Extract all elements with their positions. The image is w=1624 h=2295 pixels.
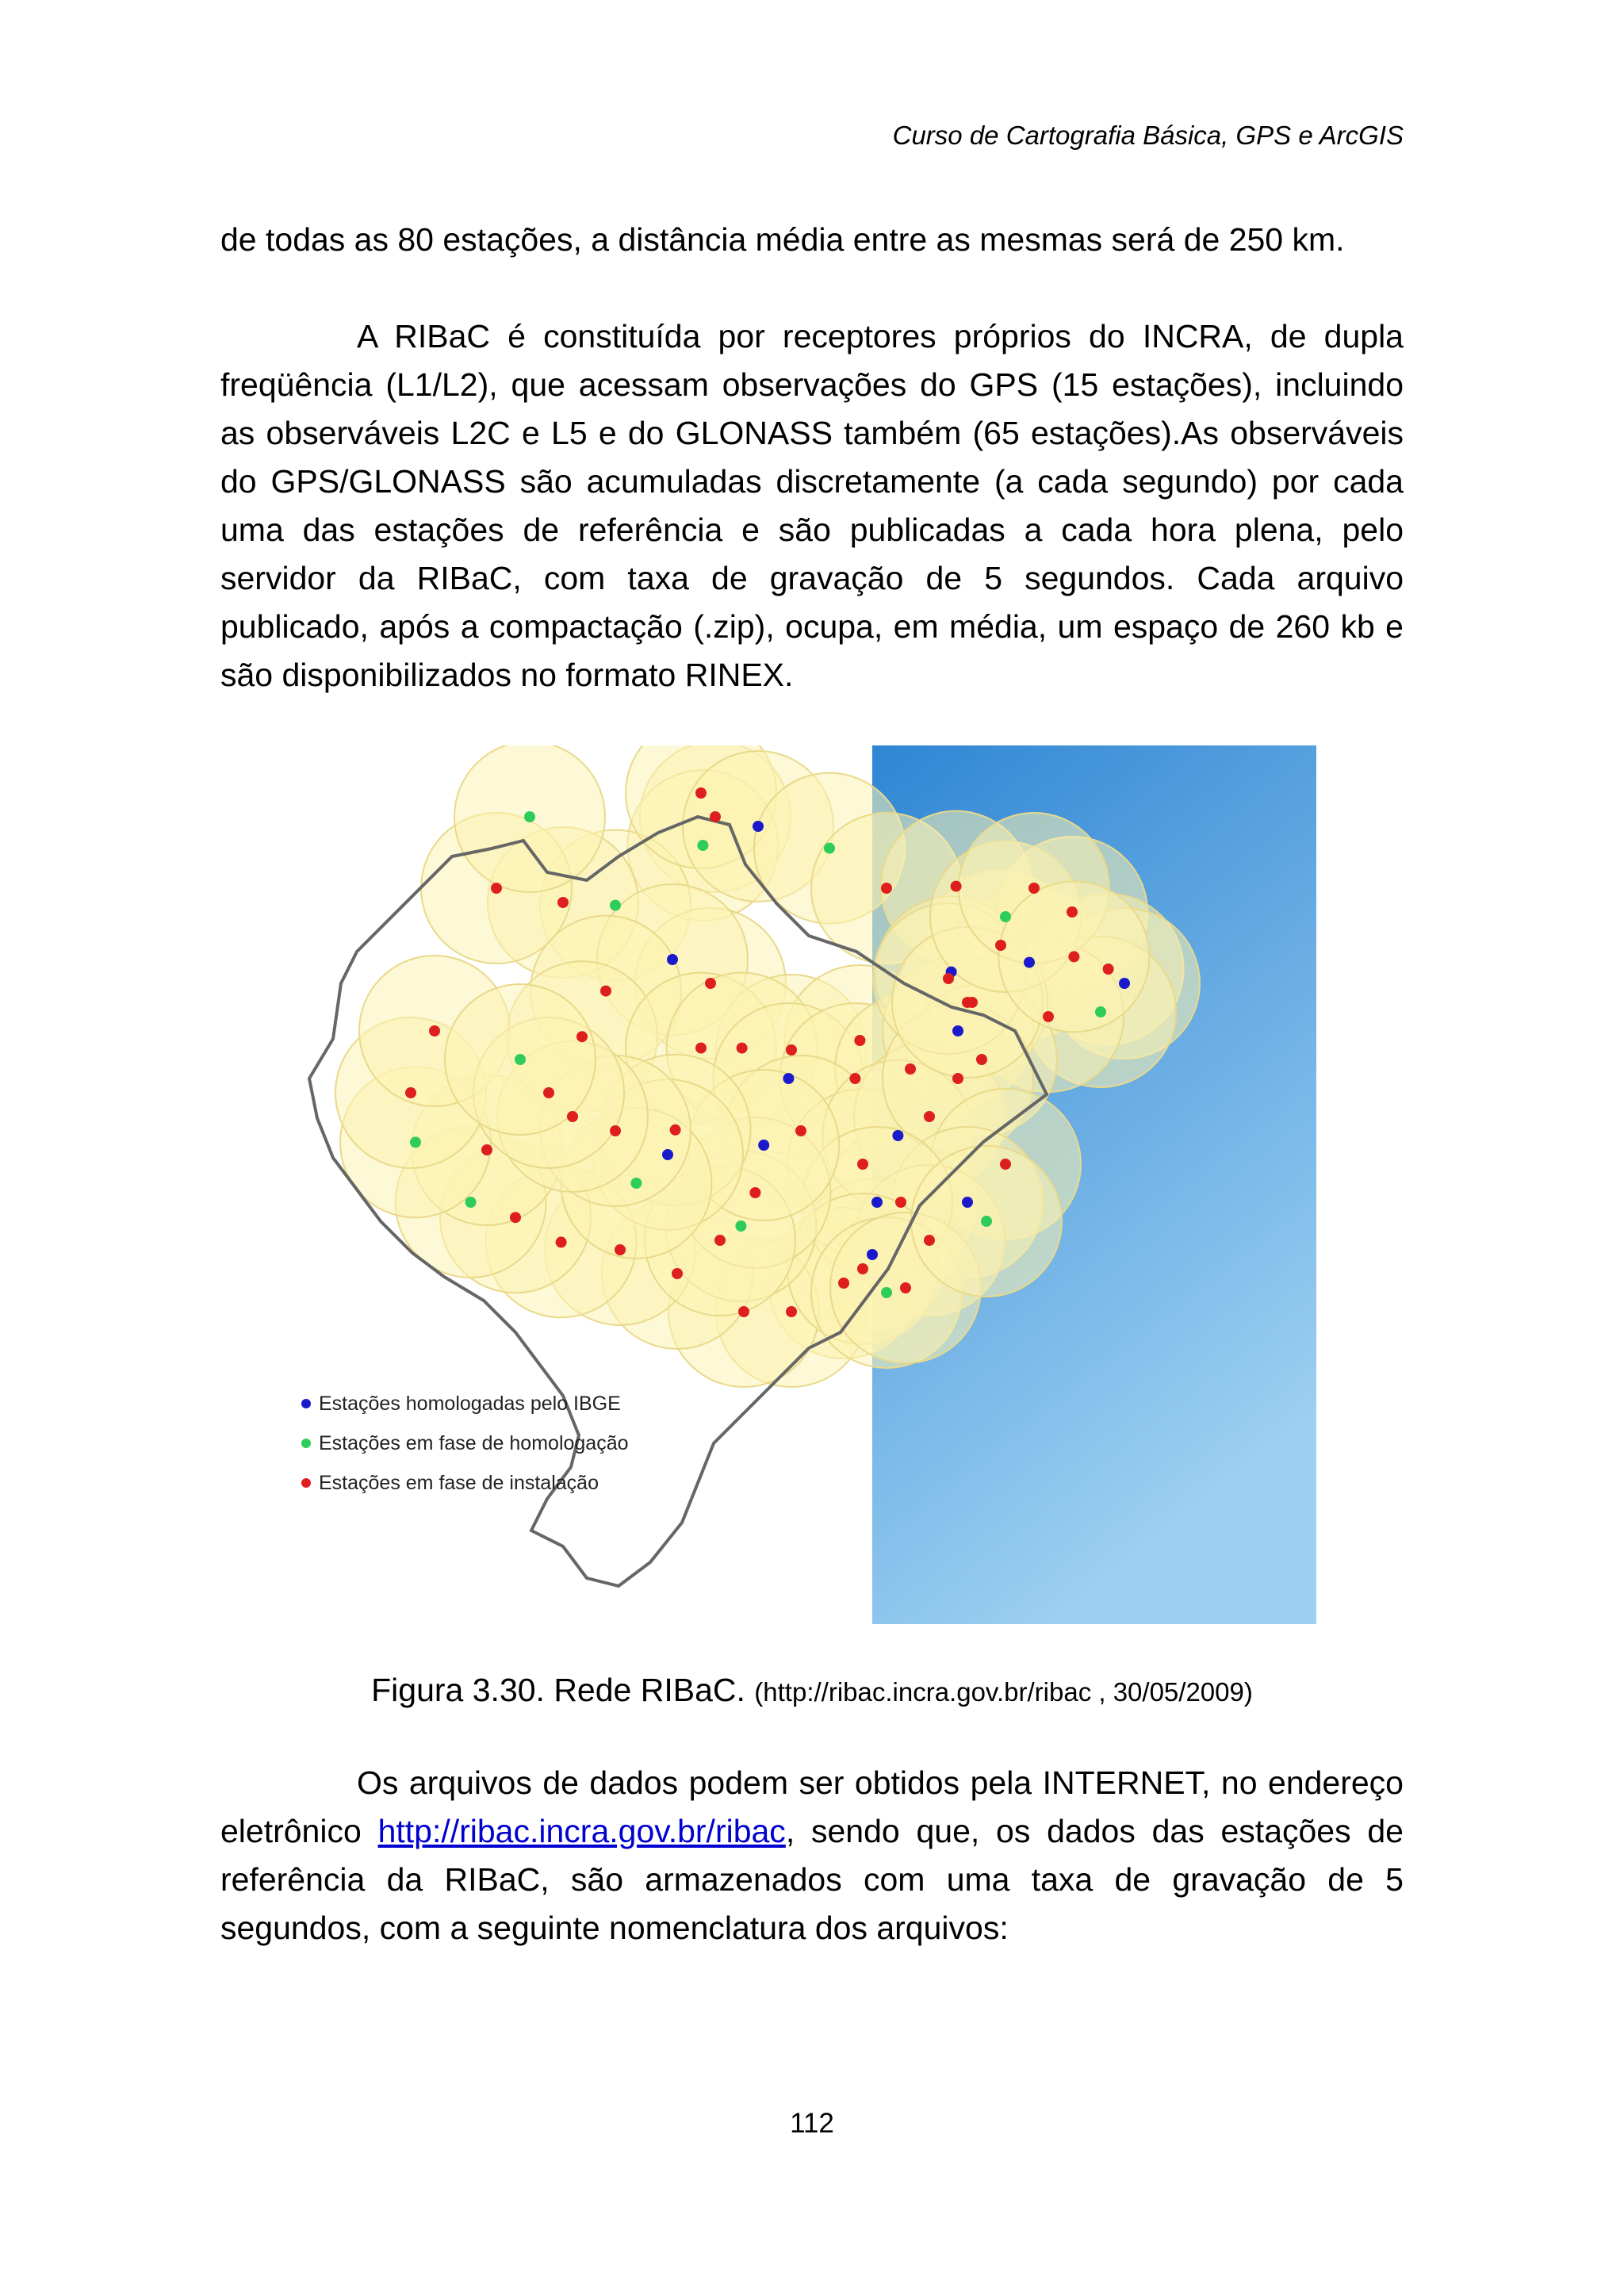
station-marker xyxy=(1119,978,1130,989)
station-marker xyxy=(481,1144,492,1155)
ribac-link[interactable]: http://ribac.incra.gov.br/ribac xyxy=(377,1813,786,1849)
station-marker xyxy=(697,840,708,851)
station-marker xyxy=(556,1236,567,1247)
station-marker xyxy=(838,1278,849,1289)
station-marker xyxy=(557,897,569,908)
station-marker xyxy=(465,1197,477,1208)
legend-label-homologated: Estações homologadas pelo IBGE xyxy=(319,1393,621,1415)
station-marker xyxy=(952,1073,963,1084)
station-marker xyxy=(758,1140,769,1151)
map-svg xyxy=(285,745,1316,1624)
station-marker xyxy=(892,1130,903,1141)
station-marker xyxy=(543,1087,554,1098)
legend-marker-homologated xyxy=(301,1399,311,1408)
caption-source: (http://ribac.incra.gov.br/ribac , 30/05/2009) xyxy=(754,1677,1253,1707)
station-marker xyxy=(429,1025,440,1036)
station-marker xyxy=(900,1282,911,1293)
running-header: Curso de Cartografia Básica, GPS e ArcGIS xyxy=(892,121,1404,150)
station-marker xyxy=(1095,1006,1106,1017)
station-marker xyxy=(630,1178,642,1189)
paragraph-data-access-text-1: Os arquivos de dados podem ser obtidos pela INTERNET, no endereço eletrônico xyxy=(220,1764,1404,1849)
station-marker xyxy=(515,1054,526,1065)
station-marker xyxy=(714,1235,726,1246)
station-marker xyxy=(510,1212,521,1223)
legend-marker-homologating xyxy=(301,1439,311,1448)
station-marker xyxy=(410,1136,421,1148)
paragraph-data-access xyxy=(220,1759,1404,1952)
station-marker xyxy=(610,900,621,911)
station-marker xyxy=(962,997,973,1008)
station-marker xyxy=(1067,906,1078,918)
station-marker xyxy=(405,1087,416,1098)
station-marker xyxy=(783,1073,794,1084)
station-marker xyxy=(786,1306,797,1317)
station-marker xyxy=(795,1125,806,1136)
paragraph-data-access-text-2: , sendo que, os dados das estações de referência da RIBaC, são armazenados com uma taxa de gravação de 5 segundos, com a seguinte nomenclatura dos arquivos: xyxy=(220,1813,1404,1946)
station-marker xyxy=(952,1025,963,1036)
legend-label-homologating: Estações em fase de homologação xyxy=(319,1432,629,1454)
station-marker xyxy=(610,1125,621,1136)
station-marker xyxy=(924,1111,935,1122)
station-marker xyxy=(667,954,678,965)
station-marker xyxy=(1043,1011,1054,1022)
station-marker xyxy=(905,1063,916,1075)
station-marker xyxy=(1024,957,1035,968)
station-marker xyxy=(951,881,962,892)
station-marker xyxy=(735,1220,746,1232)
station-marker xyxy=(615,1244,626,1255)
station-marker xyxy=(871,1197,883,1208)
station-marker xyxy=(600,986,611,997)
caption-main: Figura 3.30. Rede RIBaC. xyxy=(371,1672,745,1708)
station-marker xyxy=(976,1054,987,1065)
station-marker xyxy=(1068,951,1079,962)
station-marker xyxy=(738,1306,749,1317)
page-number: 112 xyxy=(790,2108,834,2139)
station-marker xyxy=(867,1249,878,1260)
paragraph-ribac-description: A RIBaC é constituída por receptores próprios do INCRA, de dupla freqüência (L1/L2), que acessam observações do GPS (15 estações), incluindo as observáveis L2C e L5 e do GLONASS também (65 estações).As observáveis do GPS/GLONASS são acumuladas discretamente (a cada segundo) por cada uma das estações de referência e são publicadas a cada hora plena, pelo servidor da RIBaC, com taxa de gravação de 5 segundos. Cada arquivo publicado, após a compactação (.zip), ocupa, em média, um espaço de 260 kb e são disponibilizados no formato RINEX. xyxy=(220,318,1404,693)
station-marker xyxy=(491,883,502,894)
station-marker xyxy=(895,1197,906,1208)
station-marker xyxy=(995,940,1006,951)
station-marker xyxy=(567,1111,578,1122)
station-marker xyxy=(824,843,835,854)
station-marker xyxy=(672,1268,683,1279)
station-marker xyxy=(524,811,535,822)
station-marker xyxy=(662,1149,673,1160)
station-marker xyxy=(737,1043,748,1054)
map-legend xyxy=(301,1393,629,1494)
legend-marker-installing xyxy=(301,1478,311,1488)
station-marker xyxy=(981,1216,992,1227)
station-marker xyxy=(1103,964,1114,975)
station-marker xyxy=(854,1035,865,1046)
station-marker xyxy=(881,883,892,894)
station-marker xyxy=(857,1159,868,1170)
station-marker xyxy=(881,1287,892,1298)
station-marker xyxy=(753,821,764,832)
station-marker xyxy=(1000,1159,1011,1170)
station-marker xyxy=(1028,883,1040,894)
ribac-network-map xyxy=(285,745,1316,1624)
station-marker xyxy=(1000,911,1011,922)
paragraph-intro: de todas as 80 estações, a distância média entre as mesmas será de 250 km. xyxy=(220,221,1345,258)
station-marker xyxy=(670,1125,681,1136)
station-marker xyxy=(576,1031,588,1042)
station-marker xyxy=(695,787,707,799)
station-marker xyxy=(710,811,721,822)
station-marker xyxy=(786,1044,797,1056)
station-marker xyxy=(857,1263,868,1274)
station-marker xyxy=(705,978,716,989)
legend-label-installing: Estações em fase de instalação xyxy=(319,1472,599,1494)
station-marker xyxy=(962,1197,973,1208)
station-marker xyxy=(695,1043,707,1054)
station-marker xyxy=(924,1235,935,1246)
station-marker xyxy=(749,1187,760,1198)
station-marker xyxy=(943,973,954,984)
station-marker xyxy=(849,1073,860,1084)
figure-caption xyxy=(0,1672,1624,1709)
